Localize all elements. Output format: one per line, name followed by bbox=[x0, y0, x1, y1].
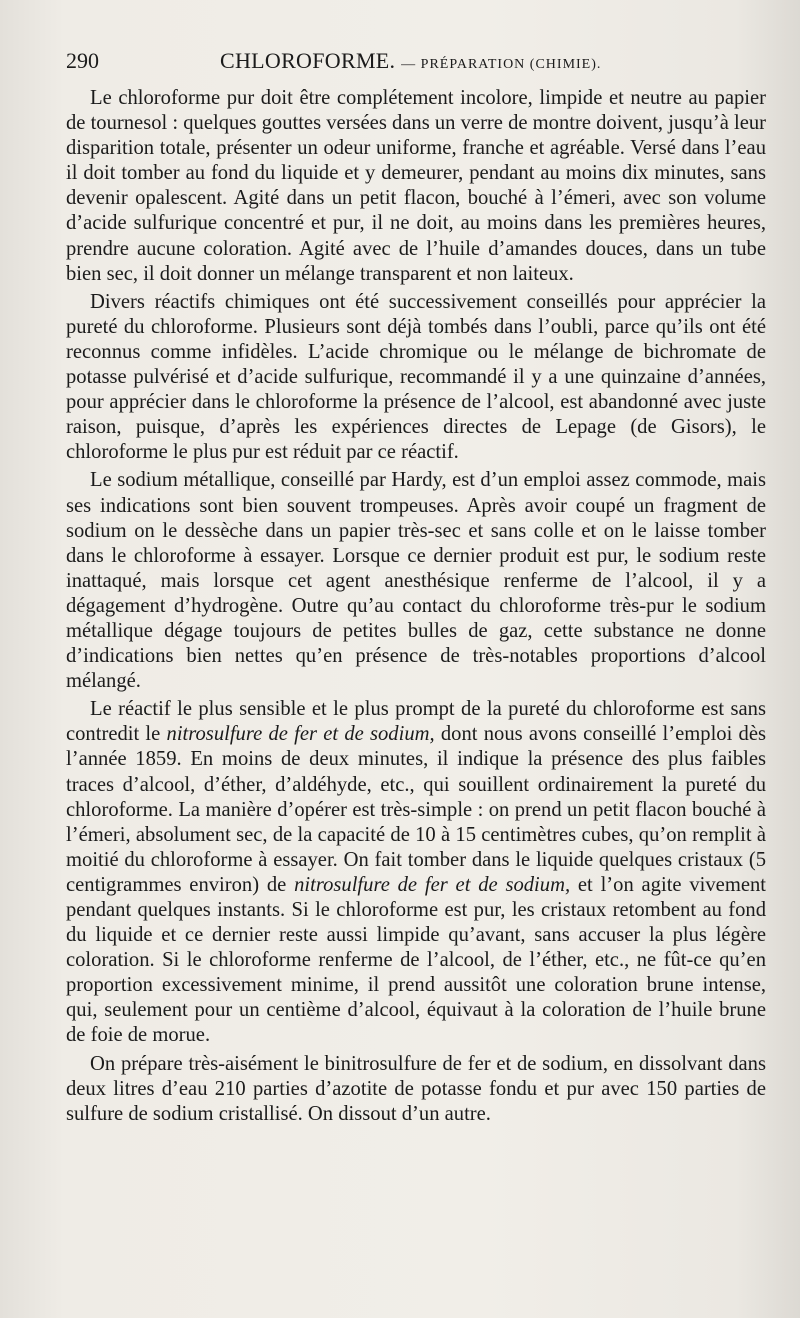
paragraph-nitrosulfure-test bbox=[66, 697, 766, 1048]
running-title-main: CHLOROFORME. bbox=[220, 48, 396, 73]
page-number: 290 bbox=[66, 48, 99, 73]
text-run: Le réactif le plus sensible et le plus prompt de la pureté du chloroforme est sans contredit le bbox=[66, 698, 766, 746]
paragraph-purity-tests: Le chloroforme pur doit être complétement incolore, limpide et neutre au papier de tournesol : quelques gouttes versées dans un verre de montre doivent, jusqu’à leur disparition totale, présenter un odeur uniforme, franche et agréable. Versé dans l’eau il doit tomber au fond du liquide et y demeurer, pendant au moins dix minutes, sans devenir opalescent. Agité dans un petit flacon, bouché à l’émeri, avec son volume d’acide sulfurique concentré et pur, il ne doit, au moins dans les premières heures, prendre aucune coloration. Agité avec de l’huile d’amandes douces, dans un tube bien sec, il doit donner un mélange transparent et non laiteux. bbox=[66, 87, 766, 285]
body-text bbox=[66, 86, 766, 1130]
italic-term: nitrosulfure de fer et de sodium, bbox=[166, 723, 435, 746]
paragraph-sodium-test: Le sodium métallique, conseillé par Hardy, est d’un emploi assez commode, mais ses indications sont bien souvent trompeuses. Après avoir coupé un fragment de sodium on le dessèche dans un papier très-sec et sans colle et on le laisse tomber dans le chloroforme à essayer. Lorsque ce dernier produit est pur, le sodium reste inattaqué, mais lorsque cet agent anesthésique renferme de l’alcool, il y a dégagement d’hydrogène. Outre qu’au contact du chloroforme très-pur le sodium métallique dégage toujours de petites bulles de gaz, cette substance ne donne d’indications bien nettes qu’en présence de très-notables proportions d’alcool mélangé. bbox=[66, 469, 766, 693]
italic-term: nitrosulfure de fer et de sodium, bbox=[294, 873, 571, 896]
text-run: et l’on agite vivement pendant quelques instants. Si le chloroforme est pur, les cristaux retombent au fond du liquide et ce dernier reste aussi limpide qu’avant, sans accuser la plus légère coloration. Si le chloroforme renferme de l’alcool, de l’éther, etc., ne fût-ce qu’en proportion excessivement minime, il prend aussitôt une coloration brune intense, qui, seulement pour un centième d’alcool, équivaut à la coloration de l’huile brune de foie de morue. bbox=[66, 873, 766, 1047]
running-title bbox=[220, 48, 601, 74]
paragraph-chemical-reagents: Divers réactifs chimiques ont été successivement conseillés pour apprécier la pureté du chloroforme. Plusieurs sont déjà tombés dans l’oubli, parce qu’ils ont été reconnus comme infidèles. L’acide chromique ou le mélange de bichromate de potasse pulvérisé et d’acide sulfurique, recommandé il y a une quinzaine d’années, pour apprécier dans le chloroforme la présence de l’alcool, est abandonné avec juste raison, puisque, d’après les expériences directes de Lepage (de Gisors), le chloroforme le plus pur est réduit par ce réactif. bbox=[66, 290, 766, 464]
text-run: dont nous avons conseillé l’emploi dès l’année 1859. En moins de deux minutes, il indique la présence des plus faibles traces d’alcool, d’éther, d’aldéhyde, etc., qui souillent ordinairement la pureté du chloroforme. La manière d’opérer est très-simple : on prend un petit flacon bouché à l’émeri, absolument sec, de la capacité de 10 à 15 centimètres cubes, qu’on remplit à moitié du chloroforme à essayer. On fait tomber dans le liquide quelques cristaux (5 centigrammes environ) de bbox=[66, 723, 767, 896]
running-title-sub: — PRÉPARATION (CHIMIE). bbox=[401, 57, 602, 72]
paragraph-preparation: On prépare très-aisément le binitrosulfure de fer et de sodium, en dissolvant dans deux litres d’eau 210 parties d’azotite de potasse fondu et pur avec 150 parties de sulfure de sodium cristallisé. On dissout d’un autre. bbox=[66, 1052, 766, 1125]
running-header bbox=[66, 48, 760, 76]
